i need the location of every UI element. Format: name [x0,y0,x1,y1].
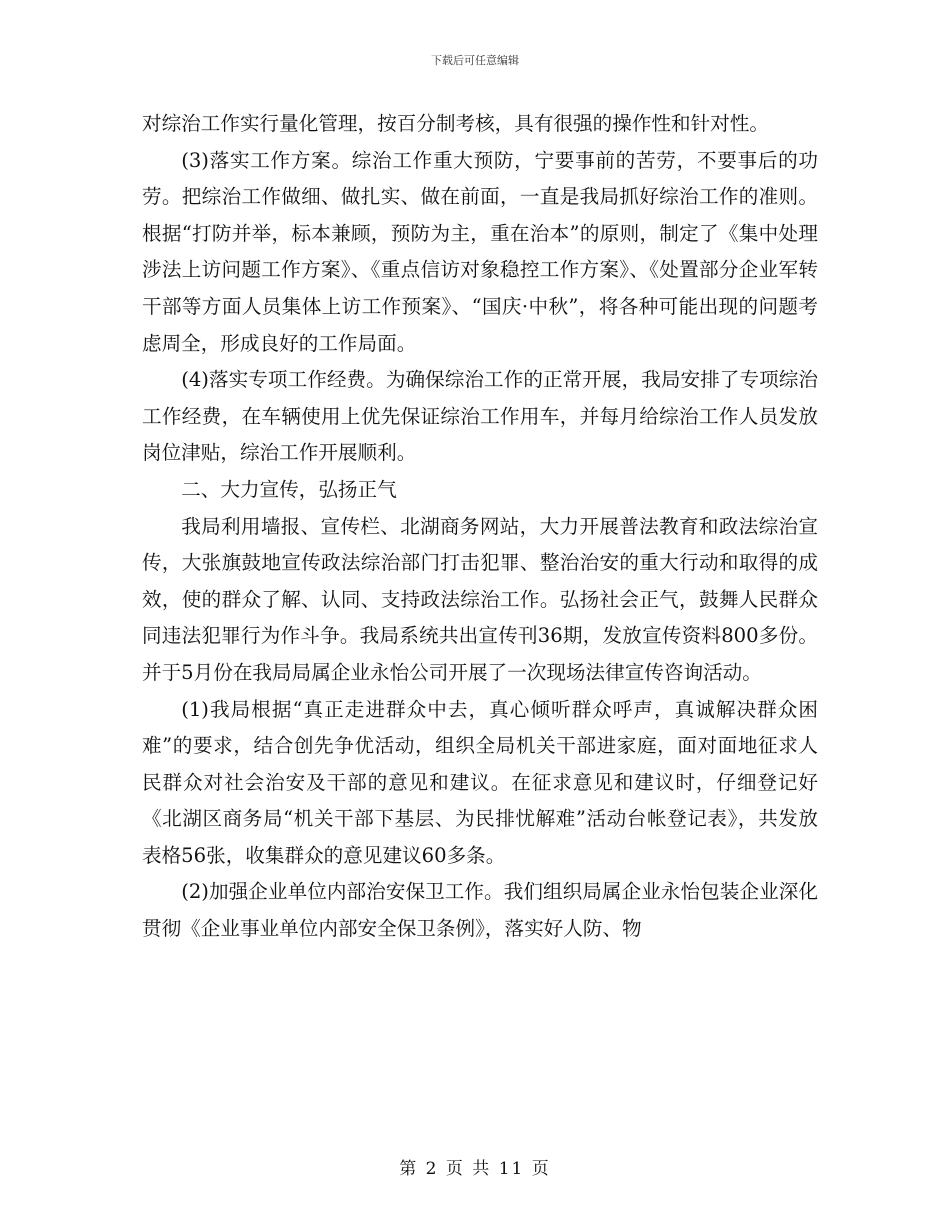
document-body [142,106,818,948]
paragraph-3: (4)落实专项工作经费。为确保综治工作的正常开展，我局安排了专项综治工作经费，在车辆使用上优先保证综治工作用车，并每月给综治工作人员发放岗位津贴，综治工作开展顺利。 [142,368,818,465]
paragraph-1: 对综治工作实行量化管理，按百分制考核，具有很强的操作性和针对性。 [142,112,769,135]
section-heading: 二、大力宣传，弘扬正气 [181,477,397,501]
paragraph-6: (2)加强企业单位内部治安保卫工作。我们组织局属企业永怡包装企业深化贯彻《企业事业单位内部安全保卫条例》，落实好人防、物 [142,880,818,941]
paragraph-4: 我局利用墙报、宣传栏、北湖商务网站，大力开展普法教育和政法综治宣传，大张旗鼓地宣传政法综治部门打击犯罪、整治治安的重大行动和取得的成效，使的群众了解、认同、支持政法综治工作。弘扬社会正气，鼓舞人民群众同违法犯罪行为作斗争。我局系统共出宣传刊36期，发放宣传资料800多份。并于5月份在我局局属企业永怡公司开展了一次现场法律宣传咨询活动。 [142,514,818,684]
paragraph-2: (3)落实工作方案。综治工作重大预防，宁要事前的苦劳，不要事后的功劳。把综治工作做细、做扎实、做在前面，一直是我局抓好综治工作的准则。根据“打防并举，标本兼顾，预防为主，重在治本”的原则，制定了《集中处理涉法上访问题工作方案》、《重点信访对象稳控工作方案》、《处置部分企业军转干部等方面人员集体上访工作预案》、“国庆·中秋”，将各种可能出现的问题考虑周全，形成良好的工作局面。 [142,148,818,355]
page-footer: 第 2 页 共 11 页 [399,1159,551,1179]
paragraph-5: (1)我局根据“真正走进群众中去，真心倾听群众呼声，真诚解决群众困难”的要求，结合创先争优活动，组织全局机关干部进家庭，面对面地征求人民群众对社会治安及干部的意见和建议。在征求意见和建议时，仔细登记好《北湖区商务局“机关干部下基层、为民排忧解难”活动台帐登记表》，共发放表格56张，收集群众的意见建议60多条。 [142,697,818,867]
page-header: 下载后可任意编辑 [431,54,519,67]
